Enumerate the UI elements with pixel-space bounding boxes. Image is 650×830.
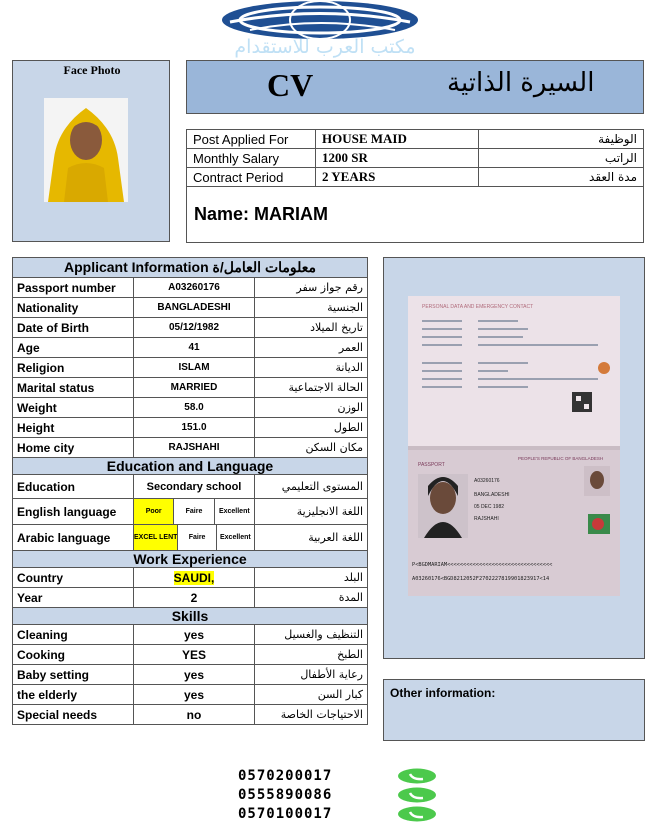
cv-title-ar: السيرة الذاتية [447, 68, 595, 98]
table-row [13, 499, 368, 525]
applicant-header: Applicant Information معلومات العامل/ة [13, 258, 368, 278]
applicant-header-row [13, 258, 368, 278]
education-header-row [13, 458, 368, 475]
contract-label: Contract Period [187, 168, 316, 187]
field-value: 41 [134, 338, 255, 358]
salary-value: 1200 SR [316, 149, 479, 168]
field-label-ar: الحالة الاجتماعية [255, 378, 368, 398]
passport-mrz-2: A03260176<BGD8212052F2702227819901823917<14 [412, 576, 550, 582]
level-option: Excellent [216, 525, 254, 550]
phone-number[interactable]: 0555890086 [238, 787, 333, 803]
table-row [13, 645, 368, 665]
education-label-ar: المستوى التعليمي [255, 475, 368, 499]
table-row [13, 475, 368, 499]
arabic-label-ar: اللغة العربية [255, 525, 368, 551]
passport-top-title: PERSONAL DATA AND EMERGENCY CONTACT [422, 304, 534, 310]
cv-title-en: CV [267, 67, 314, 103]
face-photo-box [12, 60, 170, 242]
salary-label-ar: الراتب [479, 149, 644, 168]
logo-text: مكتب العرب للاستقدام [234, 36, 416, 58]
skill-label-ar: الطبخ [255, 645, 368, 665]
passport-bottom-title: PEOPLE'S REPUBLIC OF BANGLADESH [518, 456, 604, 461]
education-label: Education [13, 475, 134, 499]
skill-value: YES [134, 645, 255, 665]
level-option: Faire [177, 525, 215, 550]
field-label-ar: الوزن [255, 398, 368, 418]
table-row [13, 378, 368, 398]
skill-label: Cooking [13, 645, 134, 665]
company-logo [90, 0, 560, 58]
table-row [13, 525, 368, 551]
passport-nationality: BANGLADESHI [474, 492, 510, 498]
year-value: 2 [134, 588, 255, 608]
field-label-ar: رقم جواز سفر [255, 278, 368, 298]
field-value: 58.0 [134, 398, 255, 418]
contract-row [187, 168, 644, 187]
skill-label: Cleaning [13, 625, 134, 645]
field-value: ISLAM [134, 358, 255, 378]
arabic-label: Arabic language [13, 525, 134, 551]
year-label-ar: المدة [255, 588, 368, 608]
level-option: Excellent [214, 499, 254, 524]
field-label: Age [13, 338, 134, 358]
passport-place: RAJSHAHI [474, 516, 499, 522]
field-label-ar: الطول [255, 418, 368, 438]
field-label: Home city [13, 438, 134, 458]
table-row [13, 588, 368, 608]
table-row [13, 398, 368, 418]
skill-value: no [134, 705, 255, 725]
post-value: HOUSE MAID [316, 130, 479, 149]
post-label-ar: الوظيفة [479, 130, 644, 149]
contract-label-ar: مدة العقد [479, 168, 644, 187]
english-label-ar: اللغة الانجليزية [255, 499, 368, 525]
country-value [134, 568, 255, 588]
english-label: English language [13, 499, 134, 525]
applicant-name: Name: MARIAM [194, 204, 329, 224]
level-option: Faire [173, 499, 213, 524]
whatsapp-icon [397, 806, 437, 822]
field-value: A03260176 [134, 278, 255, 298]
education-value: Secondary school [134, 475, 255, 499]
field-value: 151.0 [134, 418, 255, 438]
table-row [13, 705, 368, 725]
other-information-box [383, 679, 645, 741]
country-label-ar: البلد [255, 568, 368, 588]
skill-value: yes [134, 665, 255, 685]
post-row [187, 130, 644, 149]
table-row [13, 418, 368, 438]
level-option: EXCEL LENT [134, 525, 177, 550]
skill-value: yes [134, 625, 255, 645]
skills-header: Skills [13, 608, 368, 625]
passport-scan [408, 296, 620, 596]
skill-label: Special needs [13, 705, 134, 725]
table-row [13, 358, 368, 378]
skill-label-ar: الاحتياجات الخاصة [255, 705, 368, 725]
passport-panel [383, 257, 645, 659]
skill-label-ar: التنظيف والغسيل [255, 625, 368, 645]
table-row [13, 278, 368, 298]
phone-number[interactable]: 0570100017 [238, 806, 333, 822]
contract-value: 2 YEARS [316, 168, 479, 187]
post-table [186, 129, 644, 187]
field-label-ar: الديانة [255, 358, 368, 378]
skill-value: yes [134, 685, 255, 705]
table-row [13, 625, 368, 645]
skill-label-ar: كبار السن [255, 685, 368, 705]
phone-number[interactable]: 0570200017 [238, 768, 333, 784]
skill-label-ar: رعاية الأطفال [255, 665, 368, 685]
english-levels [134, 499, 255, 525]
table-row [13, 318, 368, 338]
field-label-ar: مكان السكن [255, 438, 368, 458]
country-label: Country [13, 568, 134, 588]
work-header-row [13, 551, 368, 568]
work-header: Work Experience [13, 551, 368, 568]
level-option: Poor [134, 499, 173, 524]
skill-label: the elderly [13, 685, 134, 705]
field-label-ar: العمر [255, 338, 368, 358]
field-value: MARRIED [134, 378, 255, 398]
face-photo [44, 98, 128, 202]
field-label: Nationality [13, 298, 134, 318]
arabic-levels [134, 525, 255, 551]
passport-number: A03260176 [474, 478, 500, 484]
salary-row [187, 149, 644, 168]
field-label: Weight [13, 398, 134, 418]
passport-mrz-1: P<BGDMARIAM<<<<<<<<<<<<<<<<<<<<<<<<<<<<<<<<< [412, 562, 553, 568]
field-value: 05/12/1982 [134, 318, 255, 338]
field-label: Religion [13, 358, 134, 378]
whatsapp-icon [397, 768, 437, 784]
name-box [186, 186, 644, 243]
field-label: Marital status [13, 378, 134, 398]
salary-label: Monthly Salary [187, 149, 316, 168]
field-label-ar: تاريخ الميلاد [255, 318, 368, 338]
globe-logo-icon [220, 0, 420, 40]
table-row [13, 338, 368, 358]
field-value: BANGLADESHI [134, 298, 255, 318]
country-value-text: SAUDI, [173, 570, 215, 585]
education-header: Education and Language [13, 458, 368, 475]
face-photo-label: Face Photo [63, 63, 121, 77]
skills-header-row [13, 608, 368, 625]
field-label: Date of Birth [13, 318, 134, 338]
post-label: Post Applied For [187, 130, 316, 149]
other-information-label: Other information: [390, 686, 496, 700]
field-label: Height [13, 418, 134, 438]
field-label-ar: الجنسية [255, 298, 368, 318]
cv-title-box [186, 60, 644, 114]
field-label: Passport number [13, 278, 134, 298]
field-value: RAJSHAHI [134, 438, 255, 458]
whatsapp-icon [397, 787, 437, 803]
year-label: Year [13, 588, 134, 608]
table-row [13, 685, 368, 705]
table-row [13, 298, 368, 318]
table-row [13, 568, 368, 588]
skill-label: Baby setting [13, 665, 134, 685]
table-row [13, 665, 368, 685]
table-row [13, 438, 368, 458]
passport-word: PASSPORT [418, 462, 445, 468]
passport-dob: 05 DEC 1982 [474, 504, 505, 510]
applicant-info-table [12, 257, 368, 725]
